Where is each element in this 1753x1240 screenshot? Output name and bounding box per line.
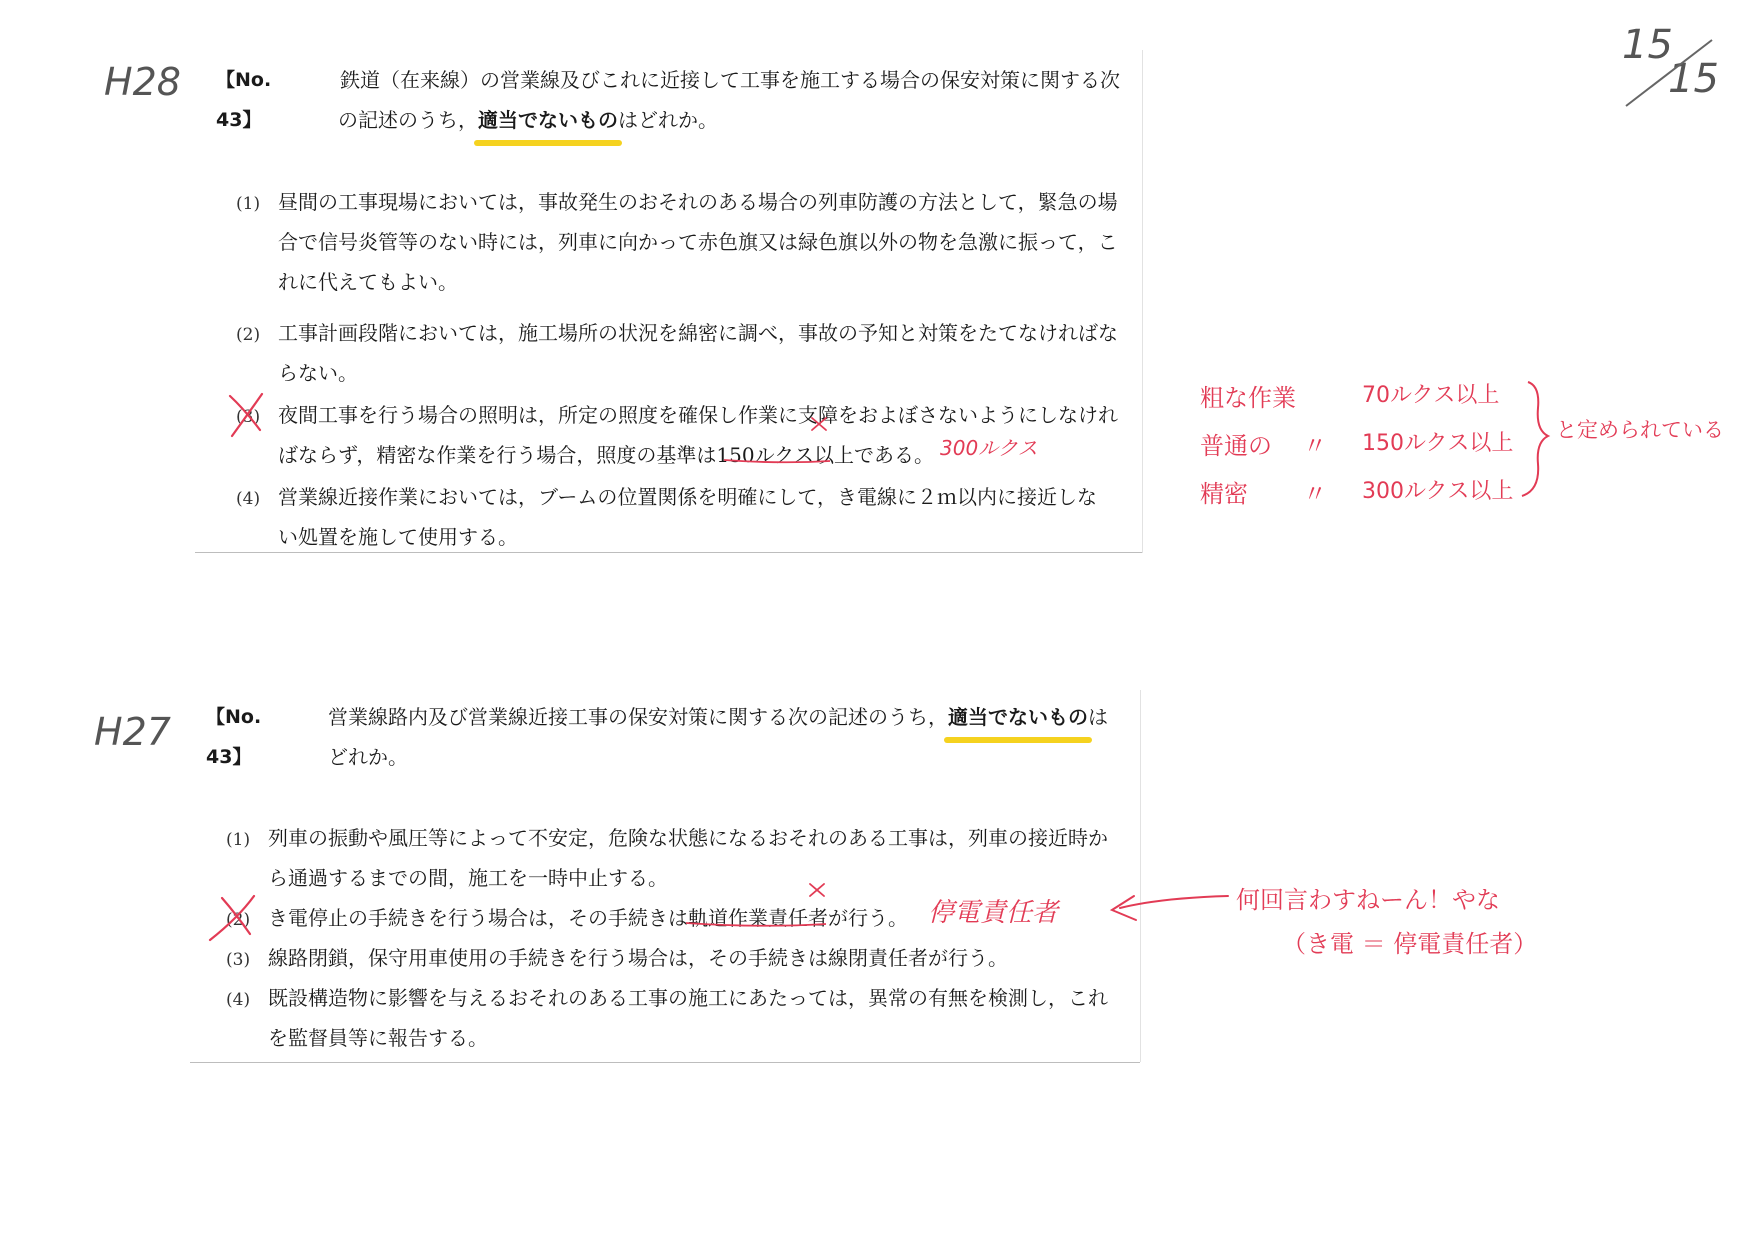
- q1-option1-line3: れに代えてもよい。: [278, 270, 458, 294]
- q2-wrong-mark: [210, 896, 254, 940]
- q2-option2-line1: き電停止の手続きを行う場合は，その手続きは軌道作業責任者が行う。: [268, 906, 908, 930]
- q1-option4-line2: い処置を施して使用する。: [278, 525, 518, 549]
- q2-option4-number: (4): [226, 990, 251, 1010]
- q1-wrong-mark: [230, 394, 262, 436]
- q1-option2-line2: らない。: [278, 361, 358, 385]
- score-slash: [1626, 40, 1712, 106]
- q1-option4-number: (4): [236, 489, 261, 509]
- q1-option3-number: (3): [236, 407, 261, 427]
- score-denominator: 15: [1668, 56, 1719, 102]
- q2-option1-line2: ら通過するまでの間，施工を一時中止する。: [268, 866, 668, 890]
- q1-option3-line1: 夜間工事を行う場合の照明は，所定の照度を確保し作業に支障をおよぼさないようにしなけれ: [278, 403, 1118, 427]
- q2-option3-line1: 線路閉鎖，保守用車使用の手続きを行う場合は，その手続きは線閉責任者が行う。: [268, 946, 1008, 970]
- q1-stem-highlight: 適当でないもの: [478, 100, 618, 140]
- q1-note-row2-label: 普通の: [1200, 432, 1272, 460]
- q1-correction-text: 300ルクス: [940, 436, 1038, 460]
- q2-option4-line2: を監督員等に報告する。: [268, 1026, 488, 1050]
- q2-option1-line1: 列車の振動や風圧等によって不安定，危険な状態になるおそれのある工事は，列車の接近時か: [268, 826, 1108, 850]
- q2-stem-highlight: 適当でないもの: [948, 697, 1088, 737]
- q2-note-line2: （き電 ＝ 停電責任者）: [1282, 930, 1538, 958]
- q1-note-row1-label: 粗な作業: [1200, 384, 1296, 412]
- q2-option3-number: (3): [226, 950, 251, 970]
- q1-year-label: H28: [104, 60, 181, 104]
- q2-option4-line1: 既設構造物に影響を与えるおそれのある工事の施工にあたっては，異常の有無を検測し，これ: [268, 986, 1108, 1010]
- q1-underline-150lux: [724, 460, 830, 462]
- q2-number: 【No. 43】: [206, 706, 281, 768]
- q1-option1-line2: 合で信号炎管等のない時には，列車に向かって赤色旗又は緑色旗以外の物を急激に振って，こ: [278, 230, 1118, 254]
- q1-note-row2-mark: 〃: [1303, 432, 1327, 460]
- q1-stem-line1: 鉄道（在来線）の営業線及びこれに近接して工事を施工する場合の保安対策に関する次: [340, 68, 1120, 92]
- q2-small-cross: [810, 884, 824, 896]
- q1-note-row1-value: 70ルクス以上: [1362, 383, 1500, 408]
- q2-stem-line1: 営業線路内及び営業線近接工事の保安対策に関する次の記述のうち，適当でないものは: [328, 697, 1108, 737]
- q1-option1-number: (1): [236, 194, 261, 214]
- q1-stem-line2: の記述のうち，適当でないものはどれか。: [338, 100, 718, 140]
- q1-option4-line1: 営業線近接作業においては，ブームの位置関係を明確にして，き電線に２ｍ以内に接近しな: [278, 485, 1097, 509]
- q2-correction-text: 停電責任者: [928, 898, 1059, 928]
- q2-year-label: H27: [94, 710, 171, 754]
- q1-number: 【No. 43】: [216, 69, 291, 131]
- q1-note-row3-label: 精密: [1200, 480, 1248, 508]
- q2-note-line1: 何回言わすねーん！やな: [1236, 886, 1500, 914]
- q1-note-brace: [1522, 382, 1548, 496]
- q2-arrow: [1112, 896, 1228, 920]
- q1-note-row2-value: 150ルクス以上: [1362, 431, 1514, 456]
- score-numerator: 15: [1622, 22, 1673, 68]
- q1-note-suffix: と定められている: [1556, 418, 1724, 442]
- q1-small-cross: [812, 418, 826, 430]
- q1-option2-number: (2): [236, 325, 261, 345]
- q2-underline-term: [686, 923, 826, 926]
- q2-option2-number: (2): [226, 910, 251, 930]
- q2-stem-line2: どれか。: [328, 745, 408, 769]
- q2-option1-number: (1): [226, 830, 251, 850]
- q1-option1-line1: 昼間の工事現場においては，事故発生のおそれのある場合の列車防護の方法として，緊急の場: [278, 190, 1118, 214]
- q1-note-row3-mark: 〃: [1303, 480, 1327, 508]
- q1-note-row3-value: 300ルクス以上: [1362, 479, 1514, 504]
- q1-option3-line2: ばならず，精密な作業を行う場合，照度の基準は150ルクス以上である。: [278, 443, 934, 467]
- q1-option2-line1: 工事計画段階においては，施工場所の状況を綿密に調べ，事故の予知と対策をたてなければな: [278, 321, 1118, 345]
